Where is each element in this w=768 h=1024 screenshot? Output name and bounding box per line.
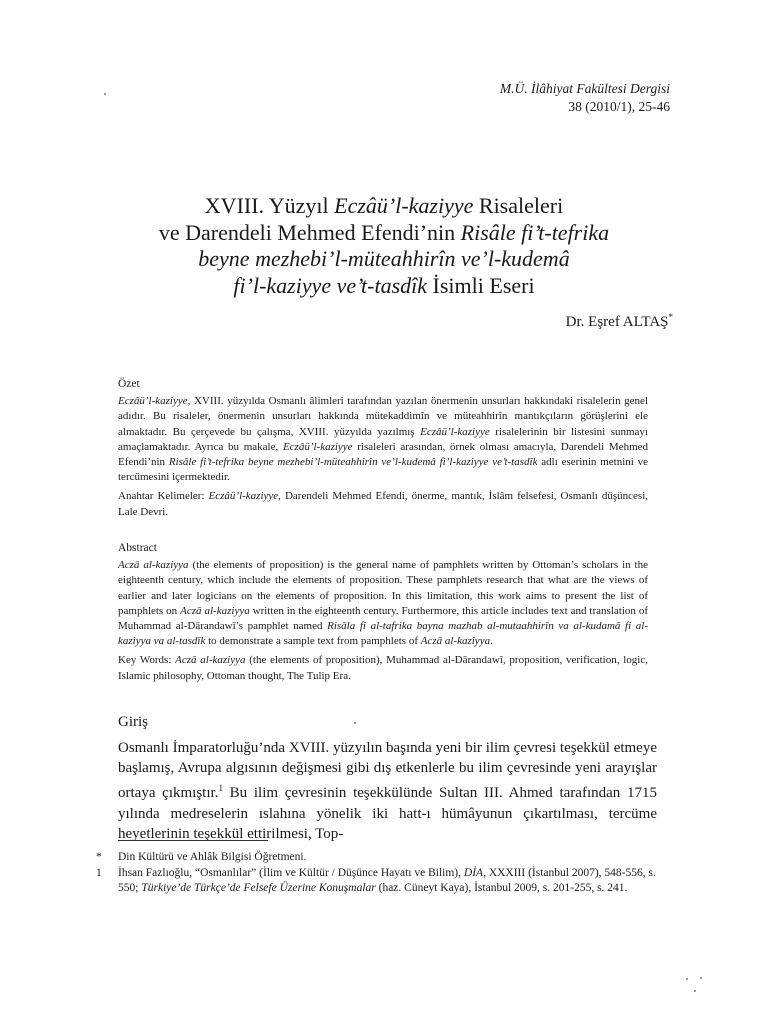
footnote-text xyxy=(118,850,656,866)
scan-speck xyxy=(686,978,688,980)
abstract-italic: Aczā al-kaziyya xyxy=(180,604,250,617)
title-italic: Risâle fi’t-tefrika xyxy=(460,219,610,245)
journal-header xyxy=(500,80,670,116)
footnote-text-part: Din Kültürü ve Ahlâk Bilgisi Öğretmeni. xyxy=(118,851,307,863)
footnote-italic: Türkiye’de Türkçe’de Felsefe Üzerine Konuşmalar xyxy=(141,882,376,894)
footnote-text-part: İhsan Fazlıoğlu, “Osmanlılar” (İlim ve Kültür / Düşünce Hayatı ve Bilim), xyxy=(118,866,464,879)
abstract-italic: Risāla fi al-tafrika bayna mazhab al-mutaahhirīn va al-kudamā fi al-kaziyya va al-tasdīk xyxy=(118,620,648,648)
ozet-keywords xyxy=(118,489,648,519)
keywords-label: Key Words: xyxy=(118,654,176,667)
ozet-paragraph xyxy=(118,394,648,485)
journal-name: M.Ü. İlâhiyat Fakültesi Dergisi xyxy=(499,81,670,96)
title-text: ve Darendeli Mehmed Efendi’nin xyxy=(158,219,461,245)
title-text: XVIII. Yüzyıl xyxy=(204,193,335,218)
abstract-section xyxy=(118,541,648,684)
paragraph xyxy=(118,738,657,844)
abstract-italic: Aczā al-kaziyya xyxy=(420,635,491,648)
keywords-text: (the elements of proposition), Muhammad al-Dārandawī, proposition, verification, logic, Islamic philosophy, Ottoman thought, The Tulip Era. xyxy=(118,654,648,682)
body-paragraph xyxy=(118,738,657,844)
title-italic: Eczâü’l-kaziyye xyxy=(334,193,474,218)
abstract-text: written in the eighteenth century. Furthermore, this article includes text and translation of Muhammad al-Dārandawī’s pamphlet named xyxy=(118,604,648,633)
author-footnote-mark: * xyxy=(668,312,673,322)
footnote-item xyxy=(96,866,656,897)
author-text: Dr. Eşref ALTAŞ xyxy=(565,314,669,330)
footnote-mark: * xyxy=(96,851,102,863)
title-italic: fi’l-kaziyye ve’t-tasdîk xyxy=(233,272,428,298)
ozet-text: , XVIII. yüzyılda Osmanlı âlimleri tarafından yazılan önermenin unsurları hakkındaki risalelerin genel adıdır. Bu risaleler, önermenin unsurları hakkında mütekaddimîn ve müteahhirîn mantıkçıların görüşlerini ele almaktadır. Bu çerçevede bu çalışma, XVIII. yüzyılda yazılmış xyxy=(118,395,648,438)
keywords-text: , Darendeli Mehmed Efendi, önerme, mantık, İslâm felsefesi, Osmanlı düşüncesi, Lale Devri. xyxy=(118,490,648,518)
ozet-text: adlı eserinin metnini ve tercümesini içermektedir. xyxy=(118,456,649,484)
ozet-text: risalelerinin bir listesini sunmayı amaçlamaktadır. Ayrıca bu makale, xyxy=(118,425,648,453)
ozet-heading: Özet xyxy=(118,378,140,390)
body-text: Osmanlı İmparatorluğu’nda XVIII. yüzyılın başında yeni bir ilim çevresi teşekkül etmeye başlamış, Avrupa algısının değişmesi gibi dış etkenlerle bu ilim çevresinde yeni arayışlar ortaya çıkmıştır. xyxy=(118,740,657,802)
footnote-mark: 1 xyxy=(96,866,102,879)
title-line-4 xyxy=(60,273,708,300)
footnote-ref[interactable]: 1 xyxy=(218,783,223,794)
ozet-text: risaleleri arasından, örnek olması amacıyla, Darendeli Mehmed Efendi’nin xyxy=(118,440,649,469)
title-line-3: beyne mezhebi’l-müteahhirîn ve’l-kudemâ xyxy=(198,246,570,271)
abstract-heading: Abstract xyxy=(118,542,157,554)
footnote-text-part: , XXXIII (İstanbul 2007), 548-556, s. 550; xyxy=(118,866,656,894)
footnote-divider xyxy=(118,840,268,841)
article-title xyxy=(60,193,708,299)
footnote-text xyxy=(118,866,656,897)
abstract-paragraph xyxy=(118,558,648,649)
ozet-italic: Eczâü’l-kaziyye xyxy=(420,425,490,438)
title-line-1 xyxy=(60,193,708,220)
footnote-item xyxy=(96,850,656,866)
scan-speck xyxy=(700,977,702,979)
abstract-keywords xyxy=(118,653,648,683)
keywords-italic: Eczâü’l-kaziyye xyxy=(208,490,279,503)
keywords-italic: Aczā al-kaziyya xyxy=(175,654,246,667)
scan-speck xyxy=(694,990,696,992)
abstract-italic: Aczā al-kaziyya xyxy=(118,559,189,572)
abstract-text: (the elements of proposition) is the general name of pamphlets written by Ottoman’s scholars in the eighteenth century, which include the elements of proposition. These pamphlets research that what are the views of earlier and later logicians on the elements of proposition. In this limitation, this work aims to present the list of pamphlets on xyxy=(118,559,648,617)
ozet-section xyxy=(118,377,648,520)
ozet-italic: Risâle fi’t-tefrika beyne mezhebi’l-müteahhirîn ve’l-kudemâ fi’l-kaziyye ve’t-tasdîk xyxy=(168,456,538,469)
footnote-italic: DİA xyxy=(463,866,484,879)
abstract-text: to demonstrate a sample text from pamphlets of xyxy=(205,635,421,648)
scan-speck xyxy=(104,93,106,95)
title-text: İsimli Eseri xyxy=(427,272,535,298)
journal-issue: 38 (2010/1), 25-46 xyxy=(568,99,670,114)
footnotes xyxy=(96,850,656,897)
abstract-text: . xyxy=(490,635,493,648)
author-name xyxy=(566,312,673,331)
scan-speck xyxy=(354,722,356,724)
title-text: Risaleleri xyxy=(473,193,564,218)
ozet-italic: Eczâü’l-kaziyye xyxy=(282,440,353,453)
ozet-italic: Eczâü’l-kaziyye xyxy=(118,395,188,408)
footnote-text-part: (haz. Cüneyt Kaya), İstanbul 2009, s. 201-255, s. 241. xyxy=(375,882,628,894)
title-line-2 xyxy=(60,220,708,247)
keywords-label: Anahtar Kelimeler: xyxy=(118,490,209,503)
body-text: Bu ilim çevresinin teşekkülünde Sultan III. Ahmed tarafından 1715 yılında medreselerin ıslahına yönelik iki hatt-ı hümâyunun çıkartılması, tercüme heyetlerinin teşekkül ettirilmesi, Top- xyxy=(118,785,657,842)
section-heading: Giriş xyxy=(118,714,148,730)
